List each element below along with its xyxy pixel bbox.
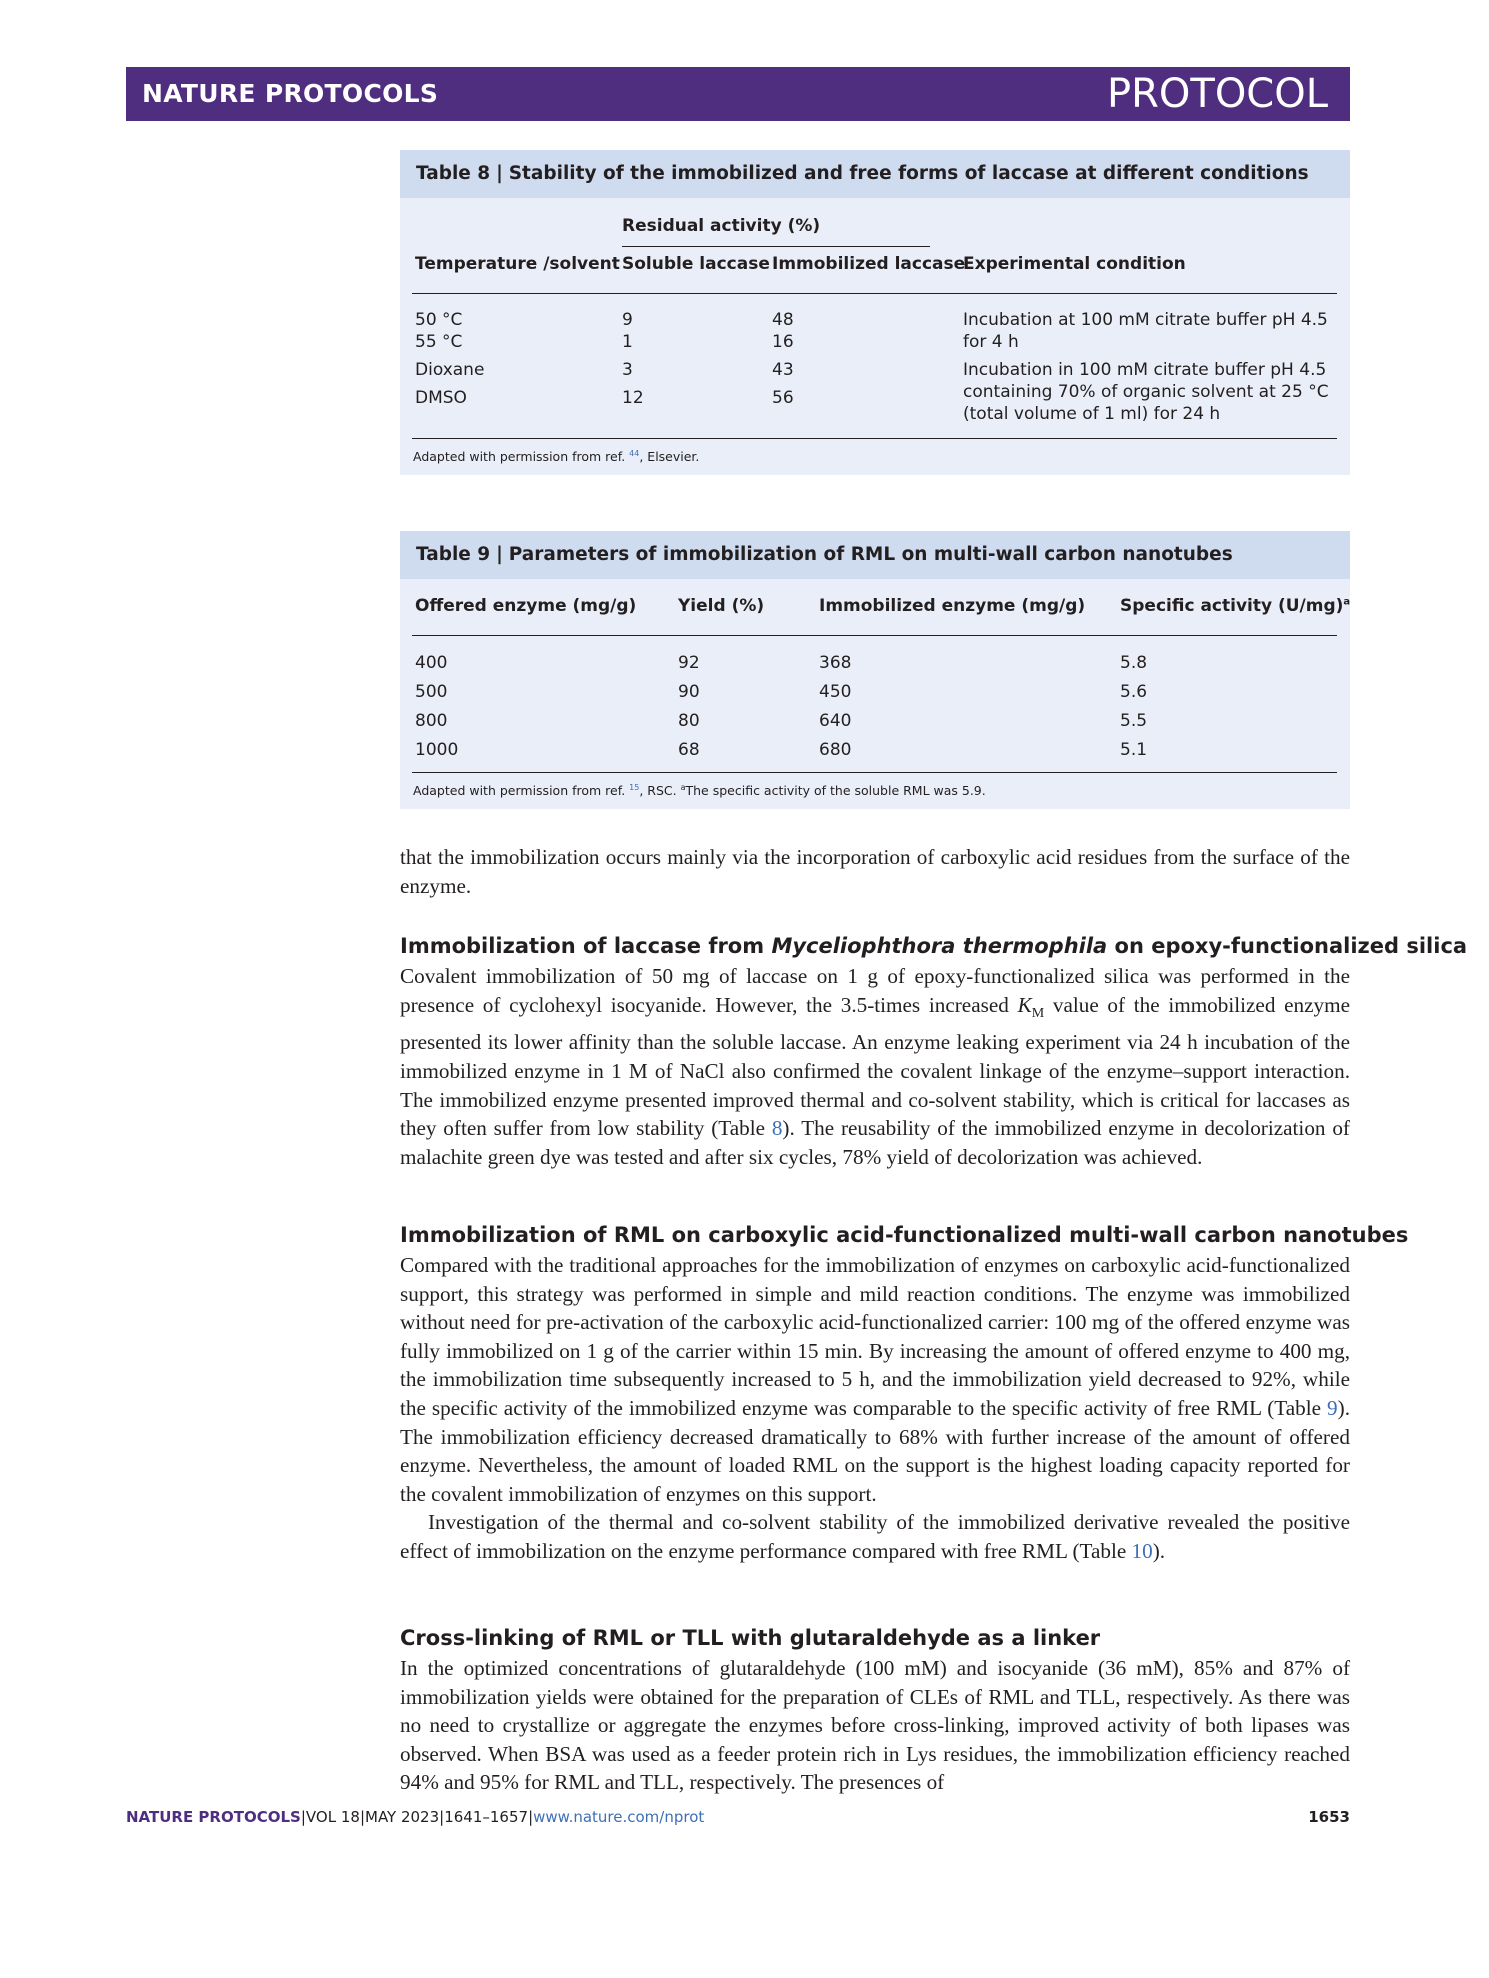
table-row-cell: 90 [678,682,700,702]
table-8-spanning-header: Residual activity (%) [622,216,821,236]
table-row-cell: 368 [819,653,852,673]
section-heading-laccase: Immobilization of laccase from Myceliophthora thermophila on epoxy-functionalized silica [400,934,1468,958]
table-row-cell: 80 [678,711,700,731]
table-9 [400,531,1350,809]
section-rml-paragraph: Compared with the traditional approaches for the immobilization of enzymes on carboxylic acid-functionalized support, this strategy was performed in simple and mild reaction conditions. The enzyme was immobilized without need for pre-activation of the carboxylic acid-functionalized carrier: 100 mg of the offered enzyme was fully immobilized on 1 g of the carrier within 15 min. By increasing the amount of offered enzyme to 400 mg, the immobilization time subsequently increased to 5 h, and the immobilization yield decreased to 92%, while the specific activity of the immobilized enzyme was comparable to the specific activity of free RML (Table 9). The immobilization efficiency decreased dramatically to 68% with further increase of the amount of offered enzyme. Nevertheless, the amount of loaded RML on the support is the highest loading capacity reported for the covalent immobilization of enzymes on this support. Investigation of the thermal and co-solvent stability of the immobilized derivative revealed the positive effect of immobilization on the enzyme performance compared with free RML (Table 10). [400,1253,1350,1563]
table-row-cell: 5.1 [1120,740,1148,760]
table-row-cell: 640 [819,711,852,731]
table-9-col-2: Yield (%) [678,596,765,616]
table-8 [400,150,1350,475]
table-9-reference-link[interactable]: 9 [1327,1395,1338,1420]
table-row-cell: 1 [622,332,633,352]
table-row-cell: 9 [622,310,633,330]
table-10-reference-link[interactable]: 10 [1131,1538,1153,1563]
table-8-col-2: Soluble laccase [622,254,770,274]
table-8-reference-link[interactable]: 8 [771,1116,783,1141]
table-row-cell: 56 [772,388,794,408]
table-row-cell: 48 [772,310,794,330]
table-row-cell: 5.8 [1120,653,1148,673]
table-row-cell: 92 [678,653,700,673]
table-row-cell: 800 [415,711,448,731]
table-row-cell: 680 [819,740,852,760]
section-heading-rml: Immobilization of RML on carboxylic acid-functionalized multi-wall carbon nanotubes [400,1223,1409,1247]
table-row-cell: (total volume of 1 ml) for 24 h [963,404,1221,424]
table-9-col-4: Specific activity $(U/mg)^a$ [1120,596,1351,616]
table-row-cell: Incubation at 100 mM citrate buffer pH 4.5 [963,310,1328,330]
table-8-col-1: Temperature /solvent [415,254,620,274]
section-crosslinking-paragraph: In the optimized concentrations of glutaraldehyde (100 mM) and isocyanide (36 mM), 85% and 87% of immobilization yields were obtained for the preparation of CLEs of RML and TLL, respectively. As there was no need to crystallize or aggregate the enzymes before cross-linking, improved activity of both lipases was observed. When BSA was used as a feeder protein rich in Lys residues, the immobilization efficiency reached 94% and 95% for RML and TLL, respectively. The presences of [400,1656,1350,1795]
table-row-cell: for 4 h [963,332,1019,352]
page-number: 1653 [1308,1808,1350,1826]
section-laccase-paragraph: Covalent immobilization of 50 mg of laccase on 1 g of epoxy-functionalized silica was performed in the presence of cyclohexyl isocyanide. However, the 3.5-times increased $K_M$ value of the immobilized enzyme presented its lower affinity than the soluble laccase. An enzyme leaking experiment via 24 h incubation of the immobilized enzyme in 1 M of NaCl also confirmed the covalent linkage of the enzyme–support interaction. The immobilized enzyme presented improved thermal and co-solvent stability, which is critical for laccases as they often suffer from low stability (Table 8). The reusability of the immobilized enzyme in decolorization of malachite green dye was tested and after six cycles, 78% yield of decolorization was achieved. [400,964,1350,1169]
table-9-caption: Table 9 | Parameters of immobilization of RML on multi-wall carbon nanotubes [400,531,1350,579]
table-row-cell: 16 [772,332,794,352]
table-8-col-3: Immobilized laccase [772,254,966,274]
table-8-header-rule [412,293,1337,294]
table-row-cell: 3 [622,360,633,380]
table-row-cell: 68 [678,740,700,760]
table-row-cell: 500 [415,682,448,702]
table-row-cell: 55 °C [415,332,463,352]
article-type: PROTOCOL [1106,71,1328,117]
table-8-bottom-rule [412,438,1337,439]
journal-name: NATURE PROTOCOLS [142,79,439,108]
table-row-cell: 50 °C [415,310,463,330]
table-row-cell: containing 70% of organic solvent at 25 °C [963,382,1329,402]
table-row-cell: 12 [622,388,644,408]
table-9-bottom-rule [412,772,1337,773]
journal-url-link[interactable]: www.nature.com/nprot [533,1808,705,1826]
table-row-cell: DMSO [415,388,467,408]
spanning-header-rule [622,246,930,247]
table-row-cell: 43 [772,360,794,380]
section-heading-crosslinking: Cross-linking of RML or TLL with glutaraldehyde as a linker [400,1626,1101,1650]
table-row-cell: Dioxane [415,360,485,380]
table-row-cell: 5.5 [1120,711,1148,731]
table-8-col-4: Experimental condition [963,254,1186,274]
table-8-caption: Table 8 | Stability of the immobilized and free forms of laccase at different conditions [400,150,1350,198]
table-9-col-1: Offered enzyme (mg/g) [415,596,637,616]
table-9-footnote: Adapted with permission from ref. $^{15}$, RSC. $^a$The specific activity of the soluble RML was 5.9. [413,783,986,799]
body-paragraph-continued: that the immobilization occurs mainly via the incorporation of carboxylic acid residues from the surface of the enzyme. [400,845,1350,898]
table-row-cell: Incubation in 100 mM citrate buffer pH 4.5 [963,360,1327,380]
journal-header-band [126,67,1350,121]
page-footer: NATURE PROTOCOLS|VOL 18|MAY 2023|1641–1657|www.nature.com/nprot [126,1808,705,1826]
table-row-cell: 400 [415,653,448,673]
table-row-cell: 1000 [415,740,459,760]
table-row-cell: 450 [819,682,852,702]
table-8-footnote: Adapted with permission from ref. $^{44}$, Elsevier. [413,449,700,465]
table-9-header-rule [412,635,1337,636]
table-row-cell: 5.6 [1120,682,1148,702]
table-9-col-3: Immobilized enzyme (mg/g) [819,596,1086,616]
